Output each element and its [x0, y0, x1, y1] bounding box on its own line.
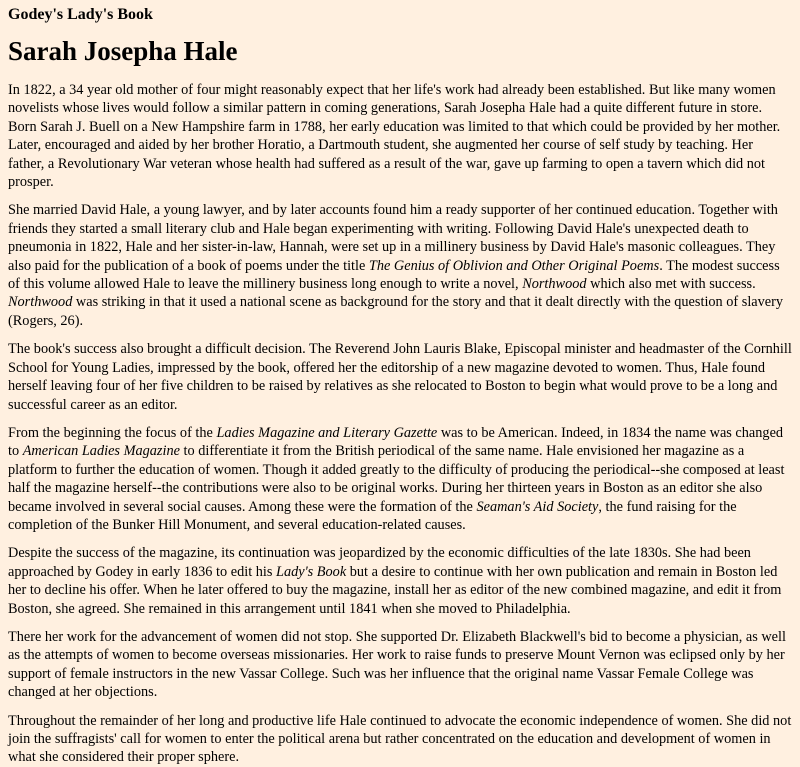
magazine-title-ladies-magazine: Ladies Magazine and Literary Gazette — [216, 424, 438, 441]
paragraph-2-text-1: She married David Hale, a young lawyer, and by later accounts found him a ready supporter of her continued education. Together with friends they started a small literary club and Hale began experimenting with writing. Following David Hale's unexpected death to pneumonia in 1822, Hale and her sister-in-law, Hannah, were set up in a millinery business by David Hale's masonic colleagues. They also paid for the publication of a book of poems under the title — [8, 202, 778, 274]
magazine-title-american-ladies: American Ladies Magazine — [22, 443, 180, 460]
paragraph-2-text-4: was striking in that it used a national scene as background for the story and that it dealt directly with the question of slavery (Rogers, 26). — [8, 294, 784, 329]
paragraph-6: There her work for the advancement of women did not stop. She supported Dr. Elizabeth Blackwell's bid to become a physician, as well as the attempts of women to become overseas missionaries. Her work to raise funds to preserve Mount Vernon was eclipsed only by her support of female instructors in the new Vassar College. Such was her influence that the original name Vassar Female College was changed at her objections. — [8, 628, 786, 701]
book-title-northwood-2: Northwood — [8, 294, 73, 311]
paragraph-4 — [8, 424, 792, 534]
paragraph-5 — [8, 544, 792, 618]
paragraph-4-text-4: , the fund raising for the completion of the Bunker Hill Monument, and several education-related causes. — [8, 498, 737, 533]
paragraph-2-text-3: which also met with success. — [586, 276, 756, 293]
article-body — [8, 81, 792, 767]
book-title-northwood: Northwood — [522, 276, 587, 293]
society-name-seamans-aid: Seaman's Aid Society — [476, 498, 599, 515]
magazine-title-ladys-book: Lady's Book — [276, 563, 347, 580]
paragraph-4-text-1: From the beginning the focus of the — [8, 424, 217, 441]
paragraph-4-text-2: was to be American. Indeed, in 1834 the name was changed to — [8, 424, 784, 460]
site-title: Godey's Lady's Book — [8, 6, 153, 23]
page-title: Sarah Josepha Hale — [8, 36, 238, 66]
book-title-genius-of-oblivion: The Genius of Oblivion and Other Original Poems — [368, 257, 660, 274]
paragraph-1: In 1822, a 34 year old mother of four might reasonably expect that her life's work had already been established. But like many women novelists whose lives would follow a similar pattern in coming generations, Sarah Josepha Hale had a quite different future in store. Born Sarah J. Buell on a New Hampshire farm in 1788, her early education was limited to that which could be provided by her mother. Later, encouraged and aided by her brother Horatio, a Dartmouth student, she augmented her course of self study by teaching. Her father, a Revolutionary War veteran whose health had suffered as a result of the war, gave up farming to open a tavern which did not prosper. — [8, 82, 781, 191]
paragraph-5-text-1: Despite the success of the magazine, its continuation was jeopardized by the economic difficulties of the late 1830s. She had been approached by Godey in early 1836 to edit his — [8, 545, 751, 580]
paragraph-2-text-2: . The modest success of this volume allowed Hale to leave the millinery business long enough to write a novel, — [8, 257, 780, 293]
paragraph-4-text-3: to differentiate it from the British periodical of the same name. Hale envisioned her magazine as a platform to further the education of women. Though it added greatly to the difficulty of producing the periodical--she composed at least half the magazine herself--the contributions were also to be original works. During her thirteen years in Boston as an editor she also became involved in several social causes. Among these were the formation of the — [8, 443, 785, 515]
paragraph-5-text-2: but a desire to continue with her own publication and remain in Boston led her to decline his offer. When he later offered to buy the magazine, install her as editor of the new combined magazine, and edit it from Boston, she agreed. She remained in this arrangement until 1841 when she moved to Philadelphia. — [8, 563, 782, 617]
paragraph-7: Throughout the remainder of her long and productive life Hale continued to advocate the economic independence of women. She did not join the suffragists' call for women to enter the political arena but rather concentrated on the education and development of women in what she considered their proper sphere. — [8, 712, 792, 766]
paragraph-2 — [8, 201, 792, 330]
paragraph-3: The book's success also brought a difficult decision. The Reverend John Lauris Blake, Episcopal minister and headmaster of the Cornhill School for Young Ladies, impressed by the book, offered her the editorship of a new magazine devoted to women. Thus, Hale found herself leaving four of her five children to be raised by relatives as she relocated to Boston to begin what would prove to be a long and successful career as an editor. — [8, 341, 792, 413]
